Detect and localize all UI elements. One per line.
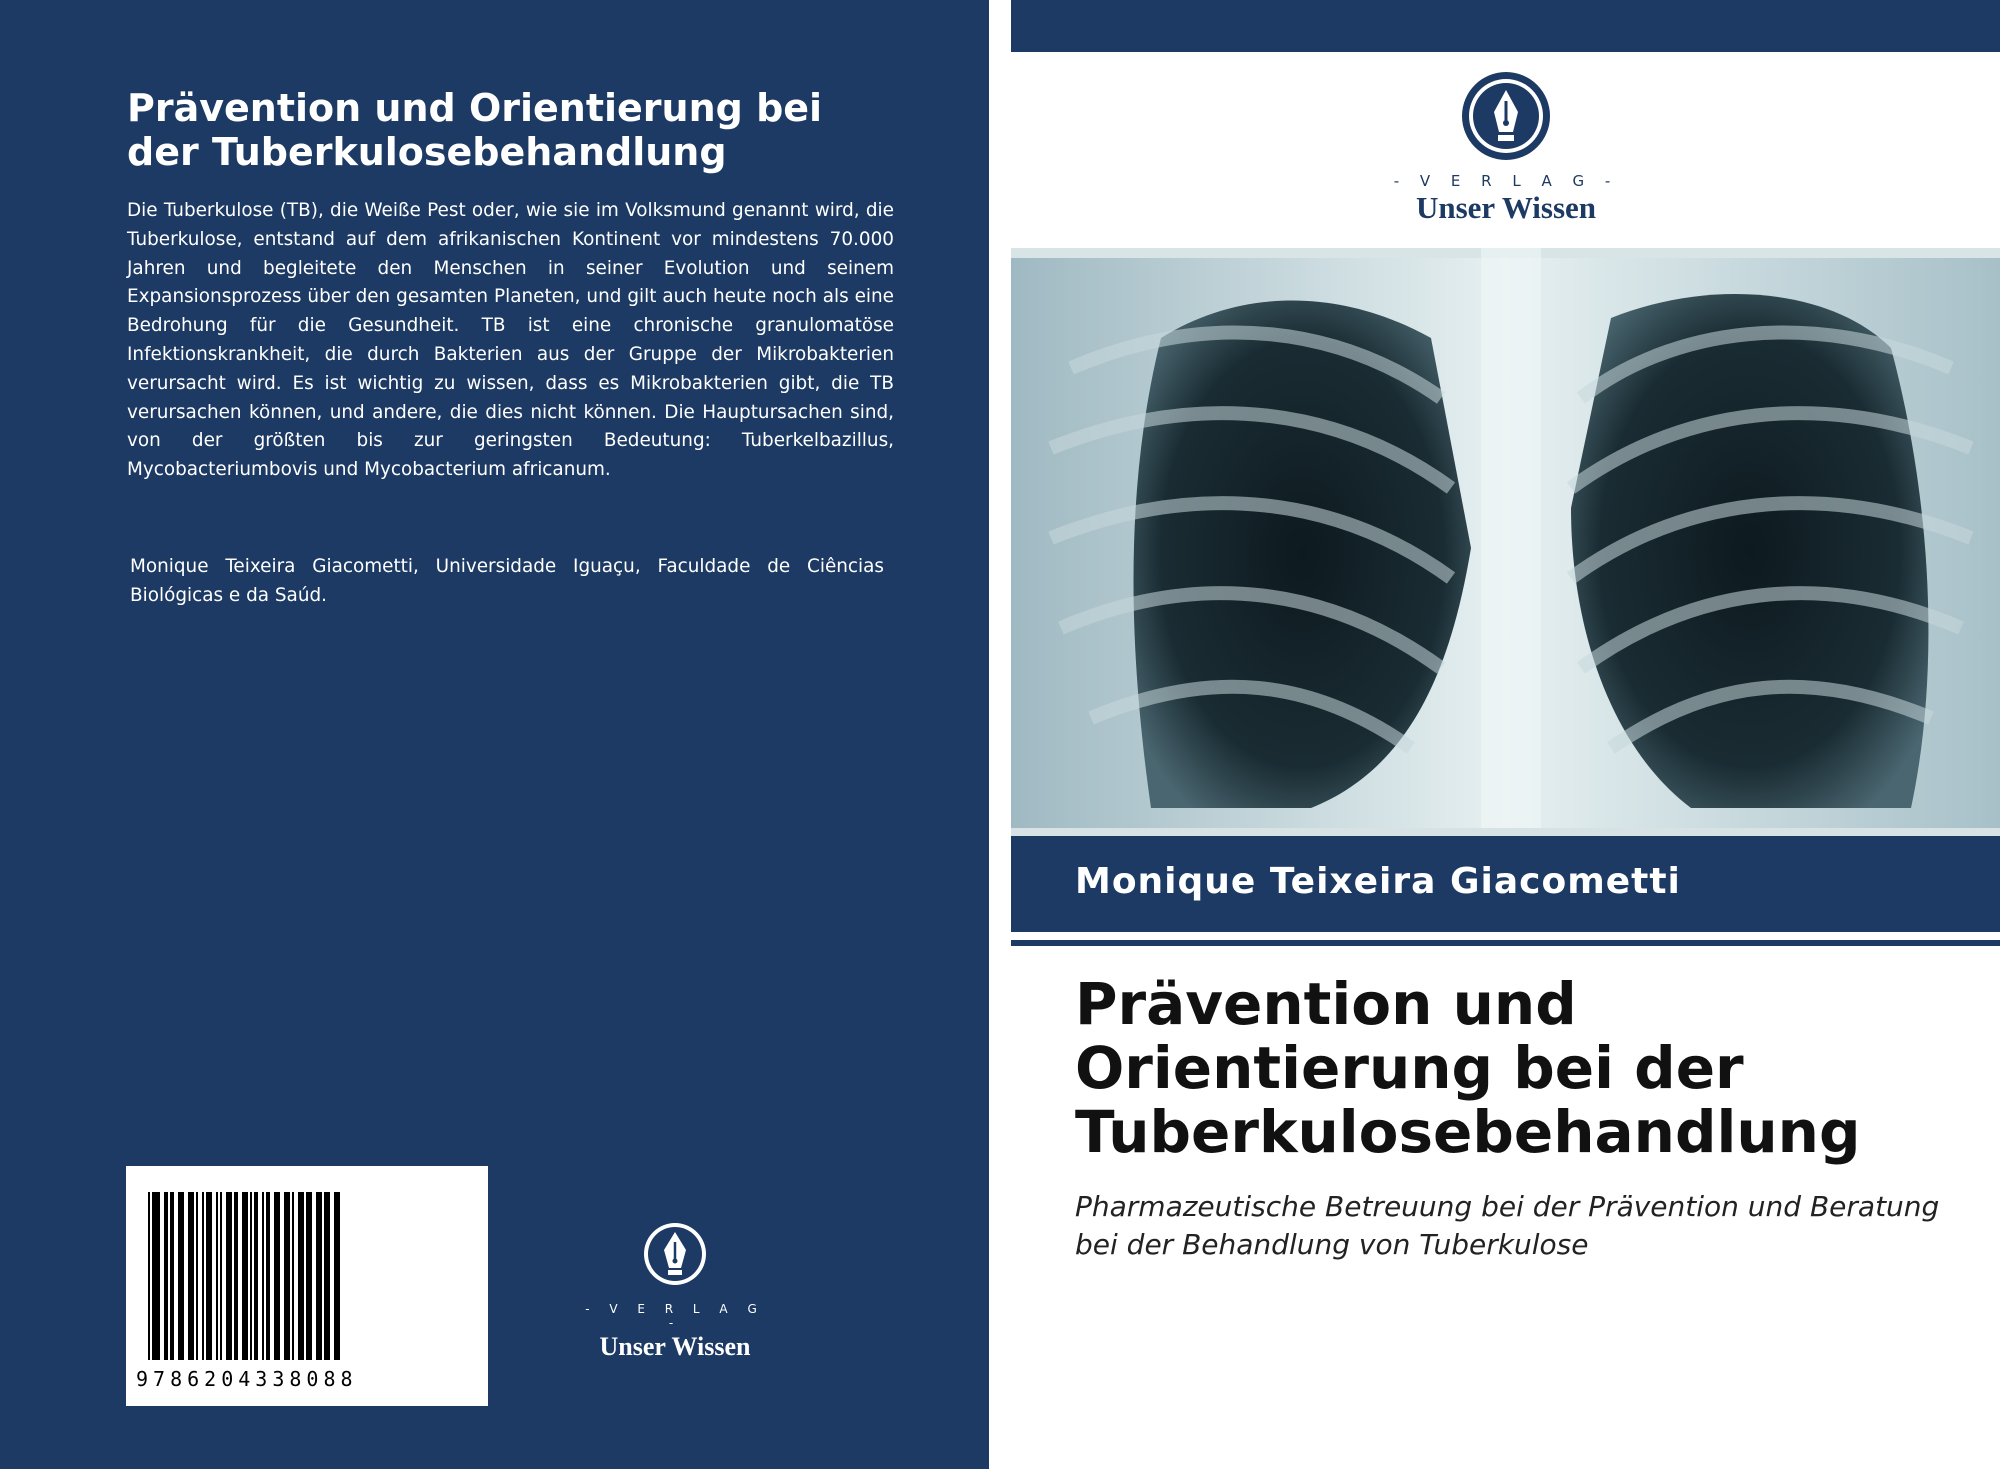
barcode-bar [266,1192,270,1360]
barcode-bar [170,1192,174,1360]
barcode-bar [188,1192,194,1360]
barcode-bar [152,1192,160,1360]
chest-xray-image [1011,248,2000,836]
back-publisher-logo [580,1214,770,1361]
front-verlag-label: - V E R L A G - [1393,172,1619,190]
barcode-bar [306,1192,312,1360]
front-title: Prävention und Orientierung bei der Tuberkulosebehandlung [1075,970,1861,1166]
front-publisher-name: Unser Wissen [1415,190,1597,225]
top-color-band [1011,0,2000,52]
barcode-bar [226,1192,232,1360]
author-band [1011,836,2000,932]
barcode-bar [148,1192,150,1360]
back-cover-title: Prävention und Orientierung bei der Tuberkulosebehandlung [127,86,823,174]
barcode-bar [262,1192,264,1360]
barcode-bar [284,1192,290,1360]
isbn-digits: 9786204338088 [136,1367,358,1391]
back-verlag-label: - V E R L A G - [585,1302,765,1330]
barcode-bar [216,1192,218,1360]
back-cover-blurb: Die Tuberkulose (TB), die Weiße Pest oder, wie sie im Volksmund genannt wird, die Tuberkulose, entstand auf dem afrikanischen Kontinent vor mindestens 70.000 Jahren und begleitete den Menschen in seiner Evolution und seinem Expansionsprozess über den gesamten Planeten, und gilt auch heute noch als eine Bedrohung für die Gesundheit. TB ist eine chronische granulomatöse Infektionskrankheit, die durch Bakterien aus der Gruppe der Mikrobakterien verursacht wird. Es ist wichtig zu wissen, dass es Mikrobakterien gibt, die TB verursachen können, und andere, die dies nicht können. Die Hauptursachen sind, von der größten bis zur geringsten Bedeutung: Tuberkelbazillus, Mycobacteriumbovis und Mycobacterium africanum. [127,200,894,481]
barcode-bar [178,1192,184,1360]
back-cover [0,0,989,1469]
barcode-bar [234,1192,238,1360]
barcode-bar [202,1192,204,1360]
back-cover-author-affiliation: Monique Teixeira Giacometti, Universidade Iguaçu, Faculdade de Ciências Biológicas e da Saúd. [130,556,884,606]
divider-rule [1011,940,2000,946]
fountain-pen-nib-icon [635,1214,715,1294]
barcode-bar [254,1192,258,1360]
barcode-graphic [126,1166,488,1406]
barcode-bar [324,1192,330,1360]
barcode-bar [250,1192,252,1360]
barcode-bar [196,1192,198,1360]
barcode-bar [334,1192,340,1360]
xray-graphic [1011,248,2000,836]
barcode-bar [220,1192,222,1360]
front-publisher-logo [1381,70,1631,230]
barcode-bar [242,1192,248,1360]
front-subtitle: Pharmazeutische Betreuung bei der Prävention und Beratung bei der Behandlung von Tuberkulose [1075,1190,1940,1261]
barcode-bar [274,1192,280,1360]
fountain-pen-nib-icon [1460,70,1552,162]
isbn-barcode [126,1166,488,1406]
barcode-bar [164,1192,168,1360]
spine-gap [989,0,1011,1469]
barcode-bar [316,1192,322,1360]
barcode-bar [292,1192,294,1360]
front-author-name: Monique Teixeira Giacometti [1075,861,1681,902]
back-publisher-name: Unser Wissen [599,1332,751,1361]
barcode-bar [206,1192,212,1360]
barcode-bar [298,1192,304,1360]
front-cover [1011,0,2000,1469]
